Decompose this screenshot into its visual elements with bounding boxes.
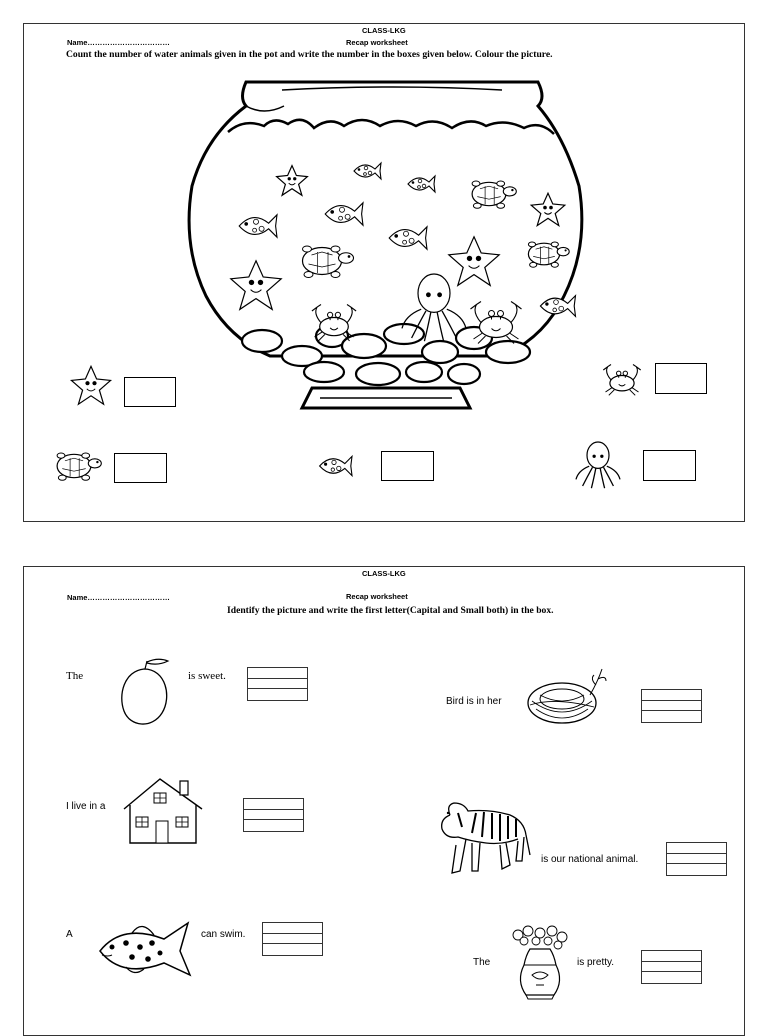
fish-icon [312,446,356,486]
worksheet-page-2 [23,566,745,1036]
instruction-text: Identify the picture and write the first letter(Capital and Small both) in the box. [227,605,554,616]
sentence-5-before: A [66,929,73,940]
sentence-5-after: can swim. [201,929,246,940]
starfish-count-box[interactable] [124,377,176,407]
tiger-icon [436,799,532,877]
octopus-count-box[interactable] [643,450,696,481]
class-label: CLASS-LKG [362,569,406,578]
octopus-icon [574,438,622,488]
sentence-6-after: is pretty. [577,957,615,968]
fishbowl-picture [184,76,584,416]
sentence-2-before: Bird is in her [446,696,502,707]
class-label: CLASS-LKG [362,26,406,35]
instruction-text: Count the number of water animals given in the pot and write the number in the boxes given below. Colour the picture. [66,49,553,60]
name-field-label[interactable]: Name…………………………… [67,593,170,602]
answer-box-3[interactable] [243,798,304,832]
turtle-icon [52,444,106,488]
answer-box-1[interactable] [247,667,308,701]
turtle-count-box[interactable] [114,453,167,483]
mango-icon [118,657,176,729]
house-icon [122,775,204,847]
answer-box-2[interactable] [641,689,702,723]
sentence-4-after: is our national animal. [541,854,639,865]
answer-box-4[interactable] [666,842,727,876]
worksheet-page-1 [23,23,745,522]
crab-count-box[interactable] [655,363,707,394]
starfish-icon [69,364,113,408]
sentence-1-after: is sweet. [188,670,226,682]
sentence-3-before: I live in a [66,801,106,812]
fish-count-box[interactable] [381,451,434,481]
worksheet-subtitle: Recap worksheet [346,592,408,601]
sentence-6-before: The [473,957,491,968]
name-field-label[interactable]: Name…………………………… [67,38,170,47]
sentence-1-before: The [66,670,84,682]
answer-box-6[interactable] [641,950,702,984]
nest-icon [524,667,610,737]
worksheet-subtitle: Recap worksheet [346,38,408,47]
answer-box-5[interactable] [262,922,323,956]
crab-icon [602,359,646,399]
vase-icon [508,925,572,1001]
fish-icon [96,917,194,983]
